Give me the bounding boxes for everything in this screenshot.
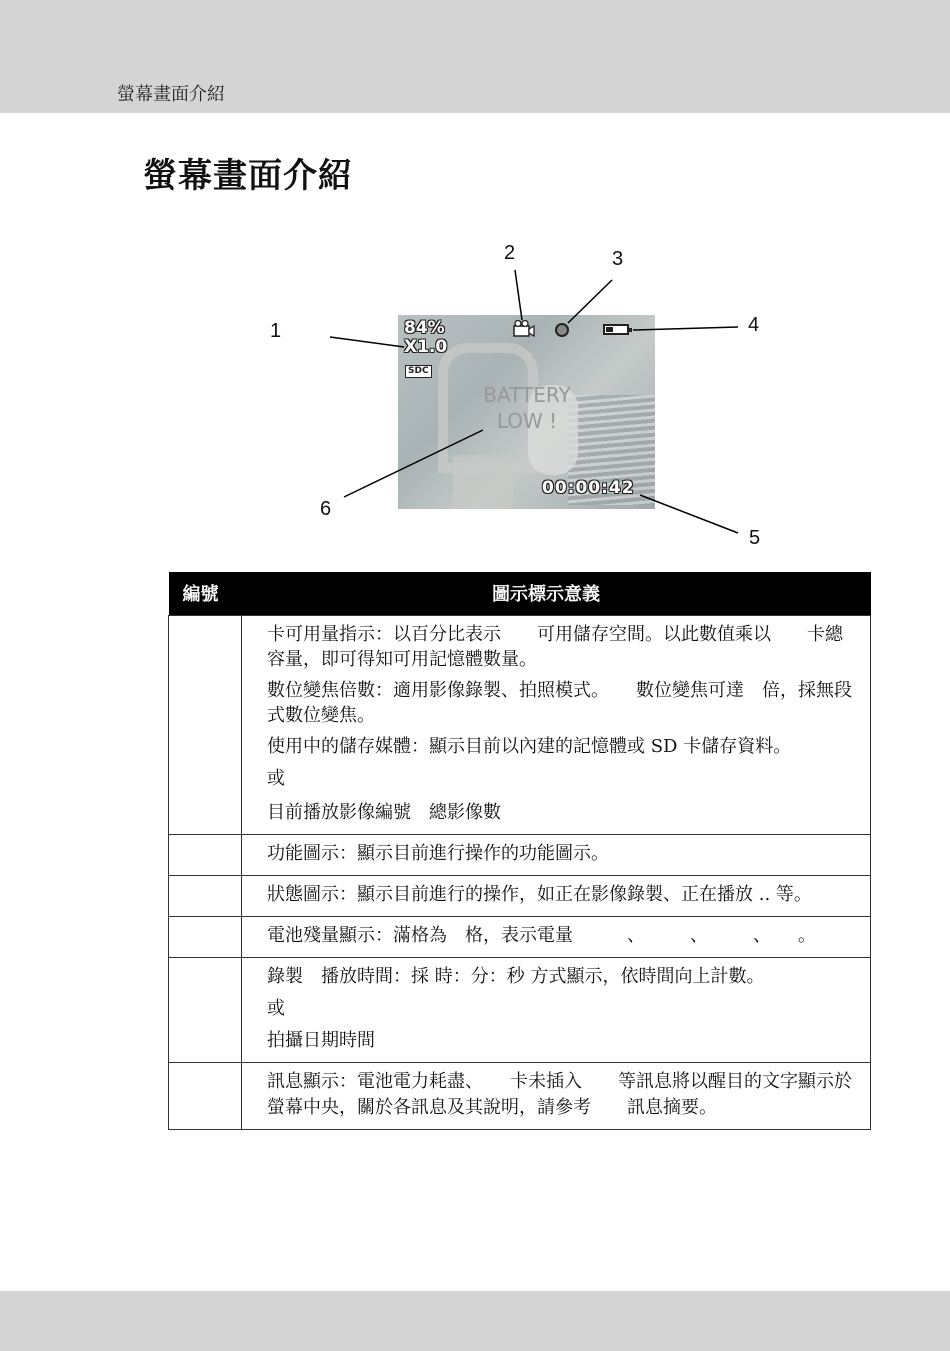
timer-readout: 00:00:42 (542, 478, 635, 498)
table-row (169, 875, 871, 916)
header-number: 編號 (169, 572, 242, 615)
running-header: 螢幕畫面介紹 (117, 84, 225, 105)
table-header-row (169, 572, 871, 615)
row-1-para: 目前播放影像編號 總影像數 (267, 801, 501, 823)
battery-low-message: BATTERY LOW ! (483, 383, 571, 433)
row-2-para: 功能圖示：顯示目前進行操作的功能圖示。 (267, 842, 609, 864)
callout-1: 1 (270, 320, 282, 342)
table-row (169, 834, 871, 875)
row-1-para: 使用中的儲存媒體：顯示目前以內建的記憶體或 SD 卡儲存資料。 (267, 735, 792, 757)
callout-4: 4 (748, 314, 760, 336)
row-5-para: 或 (267, 997, 285, 1019)
callout-2: 2 (504, 242, 516, 264)
icon-meaning-table (168, 572, 871, 1130)
row-1-para: 數位變焦倍數：適用影像錄製、拍照模式。 數位變焦可達 倍，採無段式數位變焦。 (267, 679, 852, 726)
row-1-para: 或 (267, 767, 285, 789)
callout-5: 5 (749, 527, 761, 549)
footer-band (0, 1291, 950, 1351)
table-row (169, 957, 871, 1062)
sd-card-icon: SDC (405, 365, 432, 378)
page-title: 螢幕畫面介紹 (143, 156, 353, 196)
zoom-readout: X1.0 (404, 337, 448, 357)
screen-figure (0, 230, 950, 560)
row-1-para: 卡可用量指示：以百分比表示 可用儲存空間。以此數值乘以 卡總容量，即可得知可用記憶體數量。 (267, 623, 843, 670)
row-4-para: 電池殘量顯示：滿格為 格，表示電量 、 、 、 。 (267, 924, 816, 946)
header-meaning: 圖示標示意義 (242, 572, 871, 615)
callout-lines (0, 230, 950, 560)
row-3-para: 狀態圖示：顯示目前進行的操作，如正在影像錄製、正在播放 .. 等。 (267, 883, 812, 905)
row-5-para: 拍攝日期時間 (267, 1029, 375, 1051)
table-row (169, 615, 871, 834)
table-row (169, 916, 871, 957)
row-6-para: 訊息顯示：電池電力耗盡、 卡未插入 等訊息將以醒目的文字顯示於螢幕中央，關於各訊息及其說明，請參考 訊息摘要。 (267, 1070, 852, 1118)
callout-3: 3 (612, 248, 624, 270)
row-5-para: 錄製 播放時間：採 時：分：秒 方式顯示，依時間向上計數。 (267, 965, 765, 987)
storage-percent: 84% (404, 318, 445, 338)
table-row (169, 1062, 871, 1129)
callout-6: 6 (320, 498, 332, 520)
